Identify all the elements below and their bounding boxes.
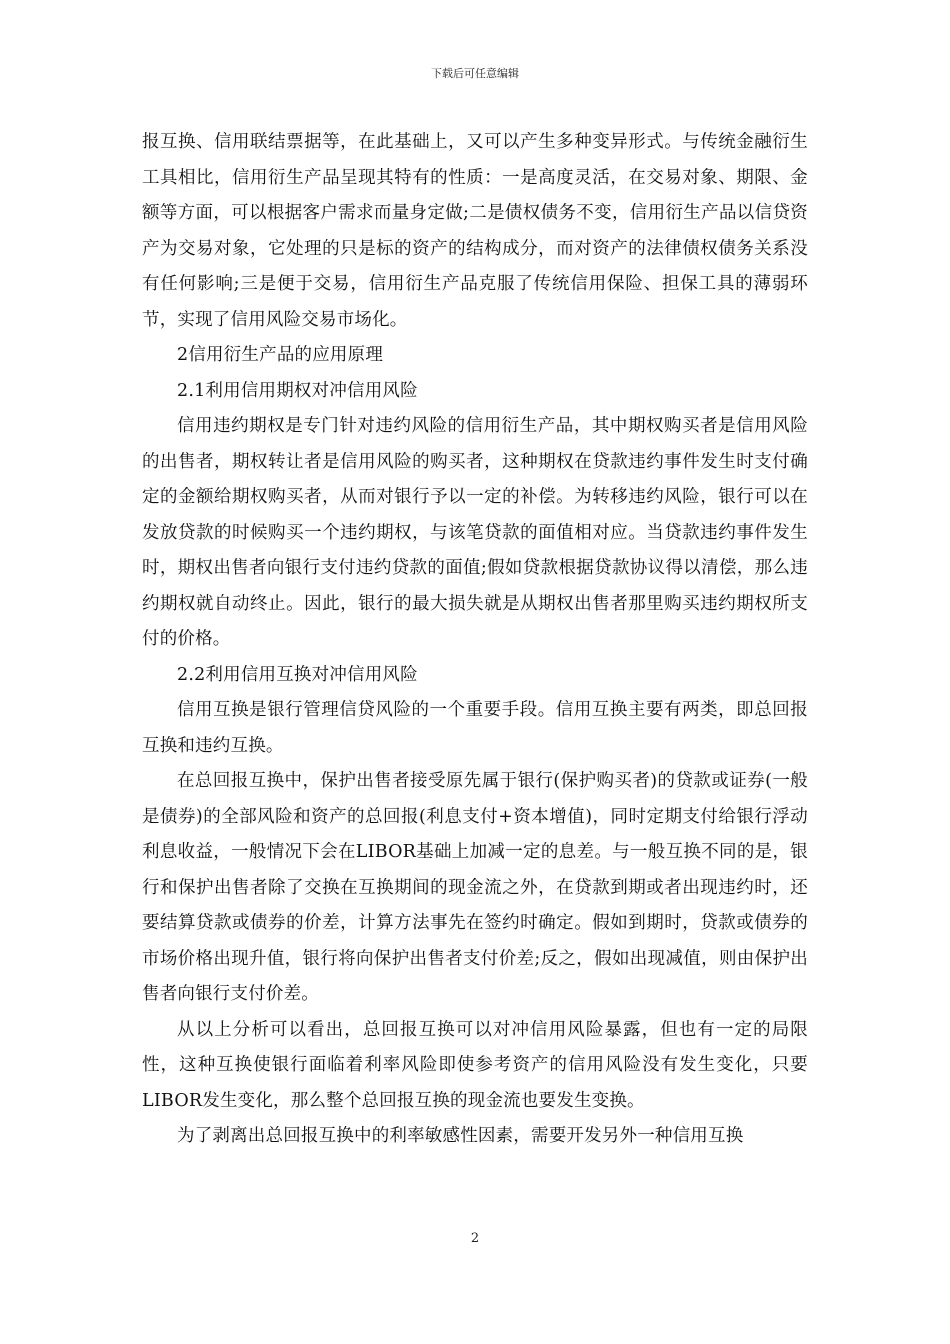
page-number: 2 [470, 1231, 480, 1246]
paragraph: 为了剥离出总回报互换中的利率敏感性因素，需要开发另外一种信用互换 [177, 1126, 744, 1146]
subsection-heading: 2.2利用信用互换对冲信用风险 [177, 664, 418, 685]
subsection-heading: 2.1利用信用期权对冲信用风险 [177, 380, 418, 401]
document-body [142, 125, 808, 1155]
paragraph: 从以上分析可以看出，总回报互换可以对冲信用风险暴露，但也有一定的局限性，这种互换使银行面临着利率风险即使参考资产的信用风险没有发生变化，只要LIBOR发生变化，那么整个总回报互换的现金流也要发生变换。 [142, 1019, 808, 1111]
paragraph: 信用违约期权是专门针对违约风险的信用衍生产品，其中期权购买者是信用风险的出售者，期权转让者是信用风险的购买者，这种期权在贷款违约事件发生时支付确定的金额给期权购买者，从而对银行予以一定的补偿。为转移违约风险，银行可以在发放贷款的时候购买一个违约期权，与该笔贷款的面值相对应。当贷款违约事件发生时，期权出售者向银行支付违约贷款的面值;假如贷款根据贷款协议得以清偿，那么违约期权就自动终止。因此，银行的最大损失就是从期权出售者那里购买违约期权所支付的价格。 [142, 416, 808, 649]
section-heading: 2信用衍生产品的应用原理 [177, 345, 384, 365]
paragraph: 信用互换是银行管理信贷风险的一个重要手段。信用互换主要有两类，即总回报互换和违约互换。 [142, 700, 808, 756]
page-header: 下载后可任意编辑 [431, 67, 519, 80]
paragraph-continued: 报互换、信用联结票据等，在此基础上，又可以产生多种变异形式。与传统金融衍生工具相比，信用衍生产品呈现其特有的性质：一是高度灵活，在交易对象、期限、金额等方面，可以根据客户需求而量身定做;二是债权债务不变，信用衍生产品以信贷资产为交易对象，它处理的只是标的资产的结构成分，而对资产的法律债权债务关系没有任何影响;三是便于交易，信用衍生产品克服了传统信用保险、担保工具的薄弱环节，实现了信用风险交易市场化。 [142, 132, 808, 330]
paragraph: 在总回报互换中，保护出售者接受原先属于银行(保护购买者)的贷款或证券(一般是债券)的全部风险和资产的总回报(利息支付+资本增值)，同时定期支付给银行浮动利息收益，一般情况下会在LIBOR基础上加减一定的息差。与一般互换不同的是，银行和保护出售者除了交换在互换期间的现金流之外，在贷款到期或者出现违约时，还要结算贷款或债券的价差，计算方法事先在签约时确定。假如到期时，贷款或债券的市场价格出现升值，银行将向保护出售者支付价差;反之，假如出现减值，则由保护出售者向银行支付价差。 [142, 771, 808, 1004]
